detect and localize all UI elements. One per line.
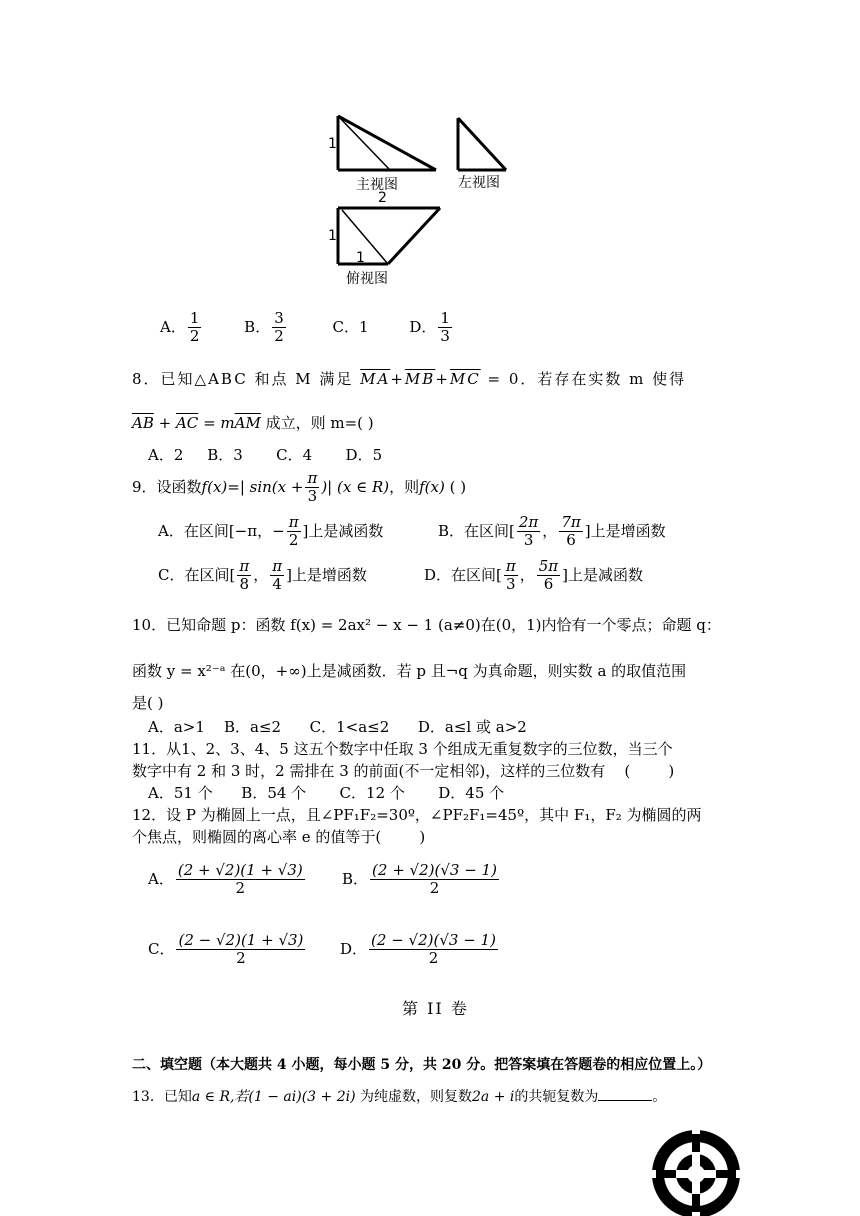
- q7-option-c: C．1: [332, 317, 369, 336]
- q12-option-d: D． $\frac{(2 - √2)(√3 - 1)}{2}$: [340, 931, 496, 968]
- side-view-caption: 左视图: [458, 175, 500, 191]
- q11-stem-line1: 11．从1、2、3、4、5 这五个数字中任取 3 个组成无重复数字的三位数，当三个: [132, 740, 673, 758]
- registration-target-mark: [646, 1122, 746, 1216]
- front-view-caption: 主视图: [356, 177, 398, 193]
- q13-stem: 13．已知a ∈ R,若(1 − ai)(3 + 2i) 为纯虚数，则复数2a + i的共轭复数为 。: [132, 1089, 667, 1105]
- section2-header: 二、填空题（本大题共 4 小题，每小题 5 分，共 20 分。把答案填在答题卷的相应位置上。）: [132, 1057, 712, 1073]
- q9-option-d: D．在区间[ $\frac{\pi}{3}$ ， $\frac{5\pi}{6}$ ]上是减函数: [424, 557, 644, 594]
- q7-options: [160, 310, 454, 346]
- q12-stem-line1: 12．设 P 为椭圆上一点，且∠PF₁F₂=30º，∠PF₂F₁=45º，其中 F₁，F₂ 为椭圆的两: [132, 806, 702, 824]
- q12-option-a: A． $\frac{(2 + √2)(1 + √3)}{2}$: [148, 861, 303, 898]
- q8-options: A．2 B．3 C．4 D．5: [148, 446, 383, 464]
- figure-label-1-bottom: 1: [356, 250, 365, 266]
- q7-option-d: D． $\frac{1}{3}$: [409, 309, 450, 346]
- q7-option-b: B． $\frac{3}{2}$: [244, 309, 284, 346]
- figure-label-2: 2: [378, 190, 387, 206]
- q12-stem-line2: 个焦点，则椭圆的离心率 e 的值等于( ): [132, 828, 426, 846]
- figure-label-1-front: 1: [328, 136, 337, 152]
- q13-answer-blank: [598, 1100, 652, 1101]
- q9-option-b: B．在区间[ $\frac{2\pi}{3}$ ， $\frac{7\pi}{6}$ ]上是增函数: [438, 513, 666, 550]
- q8-stem-line2: $\overline{AB} + \overline{AC} = m\overline{AM}$ 成立，则 m=( ): [132, 414, 374, 432]
- q10-options: A．a>1 B．a≤2 C．1<a≤2 D．a≤l 或 a>2: [148, 718, 527, 736]
- q9-option-a: A．在区间[−π，− $\frac{\pi}{2}$ ]上是减函数: [158, 513, 384, 550]
- q10-stem-line2: 函数 y = x²⁻ᵃ 在(0，+∞)上是减函数．若 p 且¬q 为真命题，则实数 a 的取值范围: [132, 662, 687, 680]
- side-view-drawing: [458, 118, 506, 170]
- q10-stem-line1: 10．已知命题 p：函数 f(x) = 2ax² − x − 1 (a≠0)在(0，1)内恰有一个零点；命题 q：: [132, 616, 721, 634]
- q7-option-a: A． $\frac{1}{2}$: [160, 309, 200, 346]
- q11-options: A．51 个 B．54 个 C．12 个 D．45 个: [148, 784, 505, 802]
- q9-stem: 9．设函数f(x)=| sin(x + $\frac{\pi}{3}$ )| (x ∈ R)，则f(x) ( ): [132, 469, 467, 506]
- q10-stem-line3: 是( ): [132, 694, 164, 712]
- q9-option-c: C．在区间[ $\frac{\pi}{8}$ ， $\frac{\pi}{4}$ ]上是增函数: [158, 557, 367, 594]
- section2-title: 第 II 卷: [402, 999, 469, 1018]
- top-view-drawing: [338, 208, 440, 264]
- front-view-drawing: [338, 116, 436, 170]
- q11-stem-line2: 数字中有 2 和 3 时，2 需排在 3 的前面(不一定相邻)，这样的三位数有 ( ): [132, 762, 675, 780]
- q12-option-b: B． $\frac{(2 + √2)(√3 - 1)}{2}$: [342, 861, 497, 898]
- figure-label-1-top: 1: [328, 228, 337, 244]
- q8-stem-line1: 8．已知△ABC 和点 M 满足 $\overline{MA}+\overline{MB}+\overline{MC} = 0$．若存在实数 m 使得: [132, 370, 687, 388]
- q12-option-c: C． $\frac{(2 - √2)(1 + √3)}{2}$: [148, 931, 304, 968]
- top-view-caption: 俯视图: [346, 271, 388, 287]
